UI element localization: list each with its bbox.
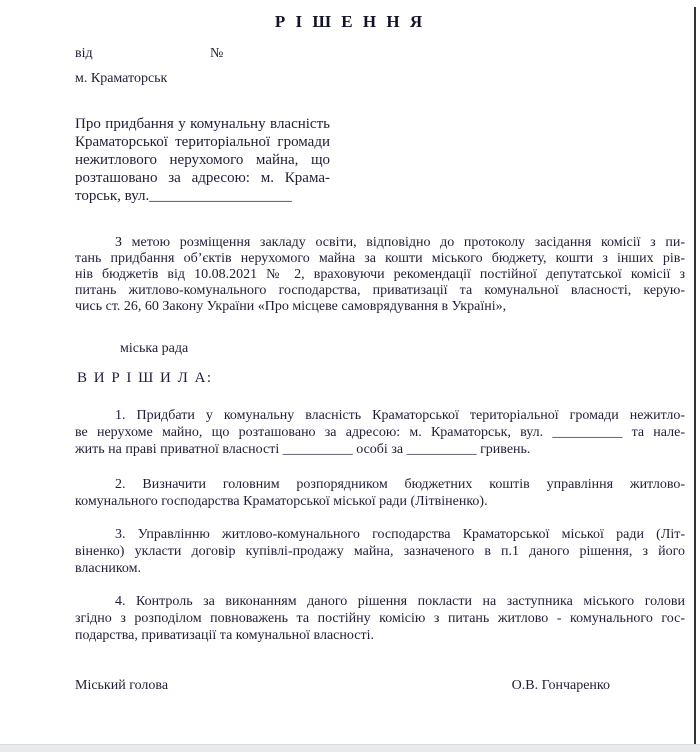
decision-item-line: 2. Визначити головним розпорядником бюджетних коштів управління житлово-	[115, 477, 685, 492]
city-line: м. Краматорськ	[75, 71, 168, 86]
decision-item-line: власником.	[75, 561, 142, 576]
decision-item-4	[75, 593, 685, 644]
decision-item-line: жить на праві приватної власності __________ особі за __________ гривень.	[75, 442, 531, 457]
decision-item-2	[75, 476, 685, 510]
preamble-line: питань житлово-комунального господарства, приватизації та комунальної власності, керую-	[75, 283, 685, 298]
preamble-line: нів бюджетів від 10.08.2021 № 2, враховуючи рекомендації постійної депутатської комісії з	[75, 267, 685, 282]
subject-line: Про придбання у комунальну власність	[75, 116, 330, 132]
signature-position: Міський голова	[75, 678, 169, 693]
signature-name: О.В. Гончаренко	[511, 678, 610, 693]
decision-item-line: 1. Придбати у комунальну власність Краматорської територіальної громади нежитло-	[115, 408, 685, 423]
subject-block	[75, 115, 330, 205]
decision-item-line: комунального господарства Краматорської міської ради (Літвіненко).	[75, 494, 488, 509]
date-label: від	[75, 46, 93, 61]
page-right-border-line	[694, 7, 696, 745]
preamble-line: З метою розміщення закладу освіти, відповідно до протоколу засідання комісії з пи-	[115, 235, 685, 250]
page-bottom-edge	[0, 744, 700, 752]
decision-item-3	[75, 526, 685, 577]
decision-item-line: віненко) укласти договір купівлі-продажу майна, зазначеного в п.1 даного рішення, з його	[75, 544, 685, 559]
decision-item-line: згідно з розподілом повноважень та постійну комісію з питань житлово - комунального гос-	[75, 611, 685, 626]
number-label: №	[210, 46, 224, 61]
decision-item-1	[75, 407, 685, 458]
decision-item-line: подарства, приватизації та комунальної власності.	[75, 628, 374, 643]
decision-item-line: ве нерухоме майно, що розташовано за адресою: м. Краматорськ, вул. __________ та нале-	[75, 425, 685, 440]
subject-line: нежитлового нерухомого майна, що	[75, 152, 330, 168]
preamble-paragraph	[75, 235, 685, 315]
date-number-row	[75, 46, 700, 62]
decision-item-line: 3. Управлінню житлово-комунального господарства Краматорської міської ради (Літ-	[115, 527, 685, 542]
council-line: міська рада	[120, 341, 189, 356]
document-title: Р І Ш Е Н Н Я	[274, 12, 426, 31]
subject-line: розташовано за адресою: м. Крама-	[75, 170, 330, 186]
preamble-line: чись ст. 26, 60 Закону України «Про місцеве самоврядування в Україні»,	[75, 299, 507, 314]
preamble-line: тань придбання об’єктів нерухомого майна за кошти міського бюджету, кошти з інших рів-	[75, 251, 685, 266]
subject-line: торськ, вул.___________________	[75, 188, 292, 204]
signature-row	[75, 678, 610, 694]
subject-line: Краматорської територіальної громади	[75, 134, 330, 150]
resolved-heading: В И Р І Ш И Л А:	[77, 370, 213, 386]
decision-item-line: 4. Контроль за виконанням даного рішення покласти на заступника міського голови	[115, 594, 685, 609]
